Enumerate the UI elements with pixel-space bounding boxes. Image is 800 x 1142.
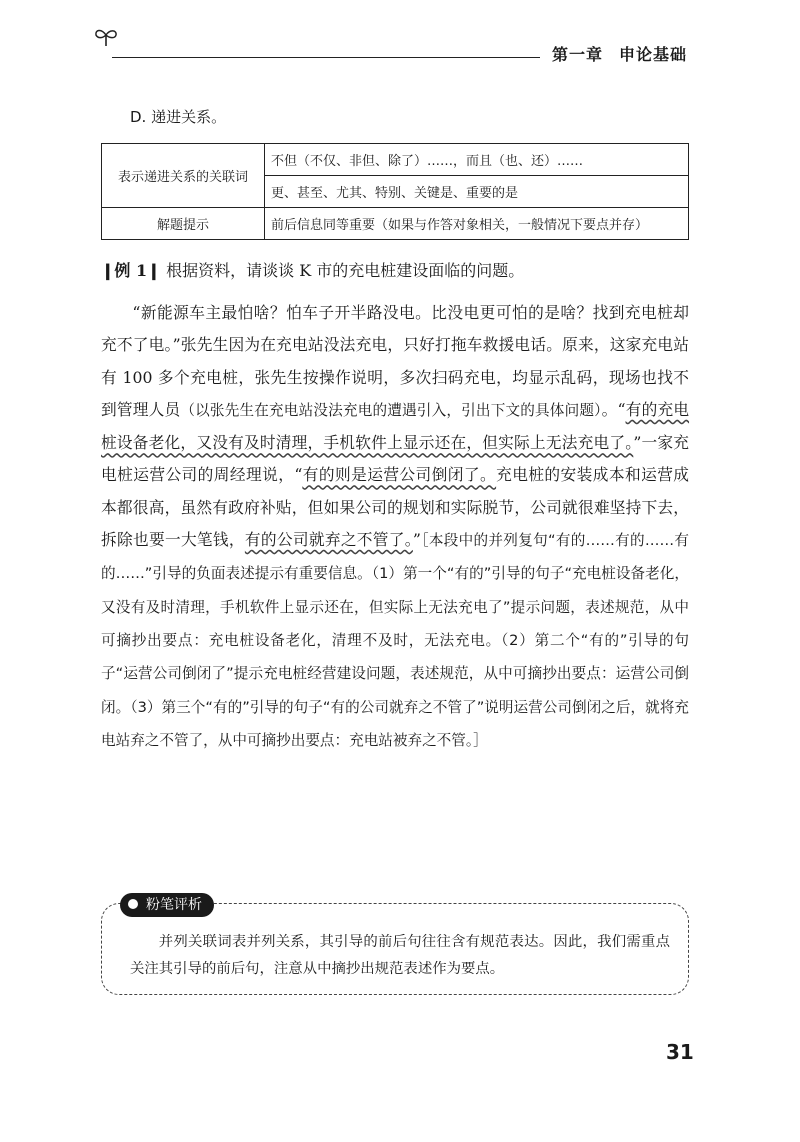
example-text: 根据资料，请谈谈 K 市的充电桩建设面临的问题。	[166, 261, 525, 280]
header-rule	[112, 57, 540, 58]
example-passage	[101, 297, 689, 757]
passage-sentence: “新能源车主最怕啥？怕车子开半路没电。比没电更可怕的是啥？找到充电桩却充不了电。”张先生因为在充电站没法充电，只好打拖车救援电话。原来，这家充电站有 100 多个充电桩，张先生按操作说明，多次扫码充电，均显示乱码，现场也找不到管理人员	[101, 303, 689, 419]
tip-badge	[120, 893, 214, 917]
key-sentence: 有的公司就弃之不管了。	[244, 530, 413, 550]
sprout-icon	[92, 26, 120, 52]
example-marker: 例 1	[114, 261, 148, 280]
tip-text: 并列关联词表并列关系，其引导的前后句往往含有规范表达。因此，我们需重点关注其引导的前后句，注意从中摘抄出规范表述作为要点。	[130, 934, 670, 977]
chapter-label: 第一章	[552, 45, 604, 64]
table-cell: 前后信息同等重要（如果与作答对象相关，一般情况下要点并存）	[265, 208, 689, 240]
pen-icon	[128, 899, 138, 909]
passage-sentence: 充电桩的安装成本和运营成本都很高，虽然有政府补贴，但如果公司的规划和实际脱节，公司就很难坚持下去，拆除也要一大笔钱，	[101, 465, 689, 550]
page-number: 31	[666, 1040, 694, 1064]
key-sentence: 有的充电桩设备老化，又没有及时清理，手机软件上显示还在，但实际上无法充电了。	[101, 399, 690, 453]
keyword-table	[101, 143, 689, 240]
passage-sentence: ”	[412, 530, 421, 550]
table-row-label: 解题提示	[102, 208, 265, 240]
analysis-note: ［本段中的并列复句“有的……有的……有的……”引导的负面表述提示有重要信息。（1）第一个“有的”引导的句子“充电桩设备老化，又没有及时清理，手机软件上显示还在，但实际上无法充电了”提示问题，表述规范，从中可摘抄出要点：充电桩设备老化，清理不及时，无法充电。（2）第二个“有的”引导的句子“运营公司倒闭了”提示充电桩经营建设问题，表述规范，从中可摘抄出要点：运营公司倒闭。（3）第三个“有的”引导的句子“有的公司就弃之不管了”说明运营公司倒闭之后，就将充电站弃之不管了，从中可摘抄出要点：充电站被弃之不管。］	[101, 532, 689, 749]
key-sentence: 有的则是运营公司倒闭了。	[302, 465, 497, 485]
table-cell: 更、甚至、尤其、特别、关键是、重要的是	[265, 176, 689, 208]
passage-sentence: 。“	[601, 399, 626, 419]
chapter-title: 申论基础	[619, 45, 688, 64]
intro-label: D. 递进关系。	[130, 108, 227, 126]
table-cell: 不但（不仅、非但、除了）……，而且（也、还）……	[265, 144, 689, 176]
running-header	[552, 42, 687, 65]
table-row-label: 表示递进关系的关联词	[102, 144, 265, 208]
example-question: ❙例 1❙ 根据资料，请谈谈 K 市的充电桩建设面临的问题。	[101, 261, 525, 280]
passage-sentence: ”一家充电桩运营公司的周经理说，“	[101, 433, 689, 485]
analysis-note: （以张先生在充电站没法充电的遭遇引入，引出下文的具体问题）	[180, 401, 602, 419]
tip-badge-label: 粉笔评析	[146, 897, 202, 913]
